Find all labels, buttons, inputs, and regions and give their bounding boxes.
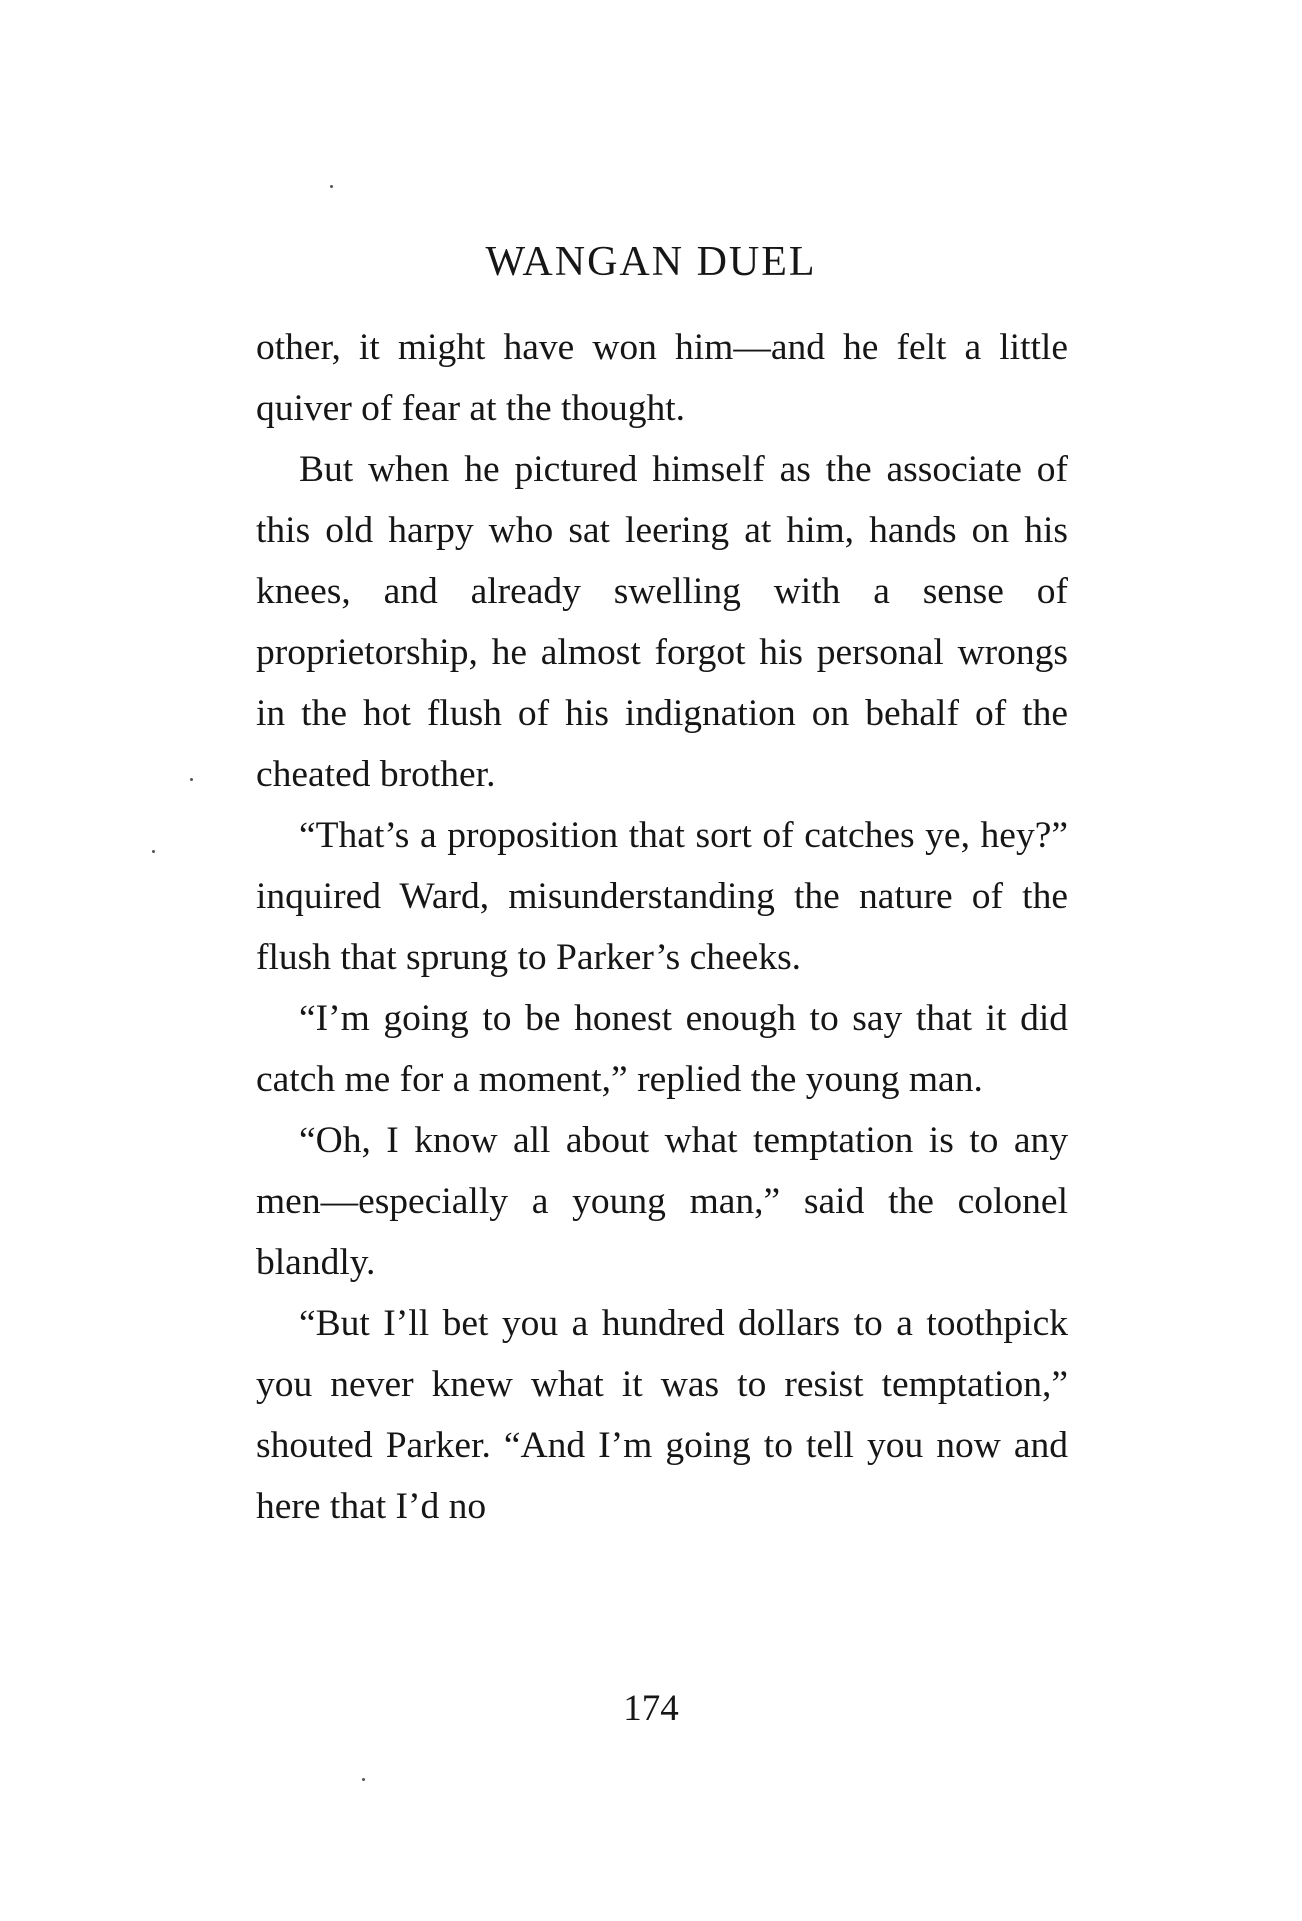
paper-speck [152,850,155,853]
paragraph: But when he pictured himself as the associate of this old harpy who sat leering at him, hands on his knees, and already swelling with a sense of proprietorship, he almost forgot his personal wrongs in the hot flush of his indignation on behalf of the cheated brother. [256,449,1068,795]
paragraph: “That’s a proposition that sort of catches ye, hey?” inquired Ward, misunderstanding the nature of the flush that sprung to Parker’s cheeks. [256,815,1068,978]
paper-speck [330,185,333,188]
paragraph: “But I’ll bet you a hundred dollars to a toothpick you never knew what it was to resist temptation,” shouted Parker. “And I’m going to tell you now and here that I’d no [256,1303,1068,1527]
page-number: 174 [623,1688,679,1729]
paragraph: “Oh, I know all about what temptation is to any men—especially a young man,” said the colonel blandly. [256,1120,1068,1283]
body-text [256,317,1068,1537]
paper-speck [190,778,193,781]
paragraph: other, it might have won him—and he felt a little quiver of fear at the thought. [256,327,1068,429]
paragraph: “I’m going to be honest enough to say that it did catch me for a moment,” replied the young man. [256,998,1068,1100]
running-head-title: WANGAN DUEL [485,239,817,285]
paper-speck [362,1778,365,1781]
